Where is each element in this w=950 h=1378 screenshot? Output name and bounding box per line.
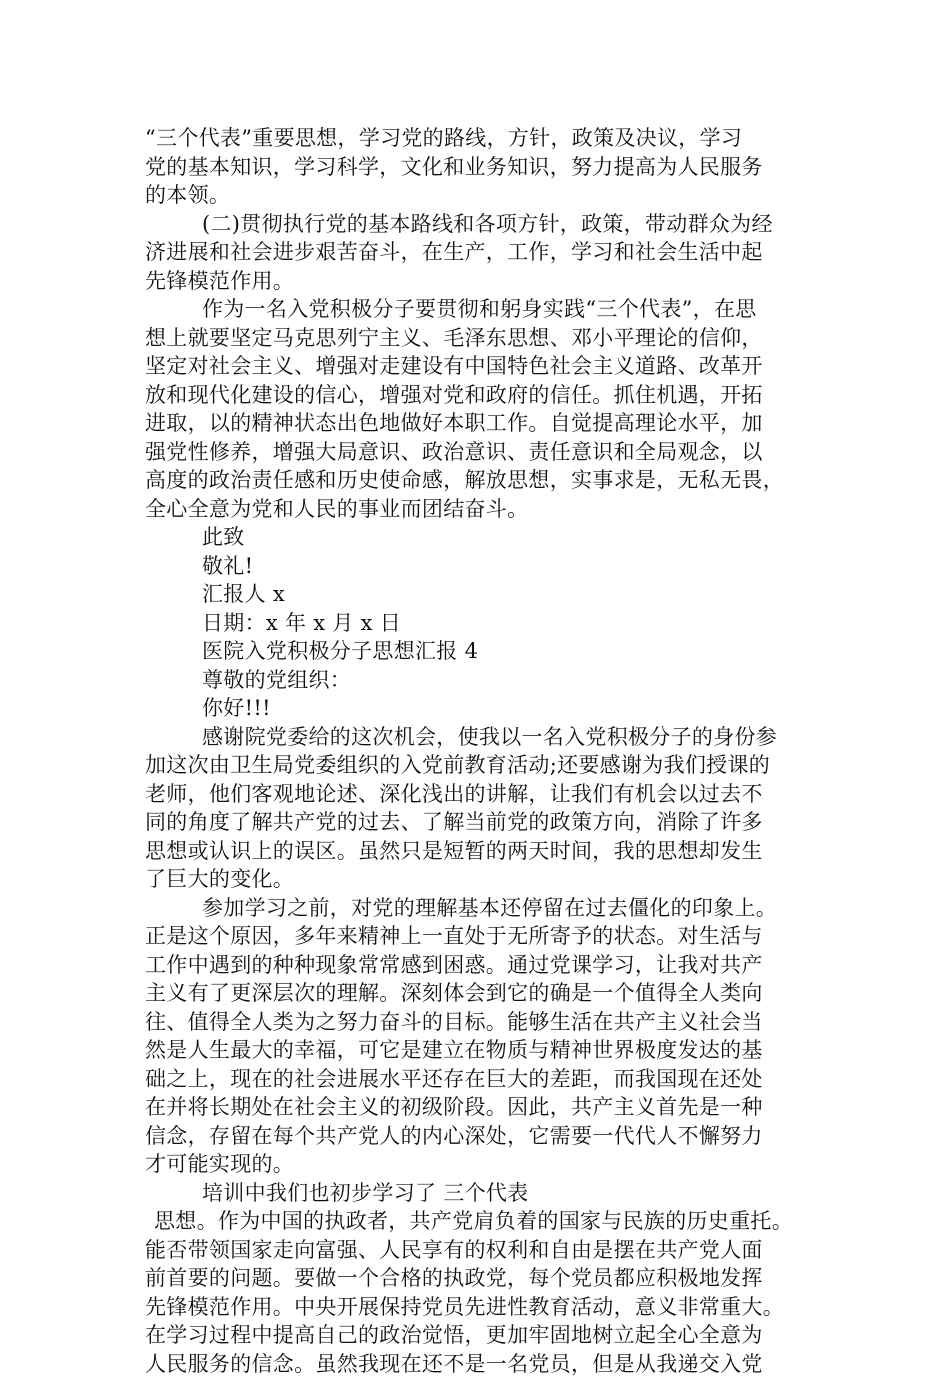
text-line: 强党性修养，增强大局意识、政治意识、责任意识和全局观念，以 — [145, 438, 825, 467]
text-line: 日期：x 年 x 月 x 日 — [145, 609, 825, 638]
text-line: 才可能实现的。 — [145, 1150, 825, 1179]
text-line: 敬礼! — [145, 552, 825, 581]
text-line: 同的角度了解共产党的过去、了解当前党的政策方向，消除了许多 — [145, 808, 825, 837]
text-line: 培训中我们也初步学习了 三个代表 — [145, 1179, 825, 1208]
text-line: 参加学习之前，对党的理解基本还停留在过去僵化的印象上。 — [145, 894, 825, 923]
text-line: 加这次由卫生局党委组织的入党前教育活动;还要感谢为我们授课的 — [145, 751, 825, 780]
text-line: 医院入党积极分子思想汇报 4 — [145, 637, 825, 666]
text-line: 往、值得全人类为之努力奋斗的目标。能够生活在共产主义社会当 — [145, 1008, 825, 1037]
text-line: 先锋模范作用。 — [145, 267, 825, 296]
text-line: 放和现代化建设的信心，增强对党和政府的信任。抓住机遇，开拓 — [145, 381, 825, 410]
text-line: 能否带领国家走向富强、人民享有的权利和自由是摆在共产党人面 — [145, 1236, 825, 1265]
text-line: 正是这个原因，多年来精神上一直处于无所寄予的状态。对生活与 — [145, 922, 825, 951]
text-line: 主义有了更深层次的理解。深刻体会到它的确是一个值得全人类向 — [145, 979, 825, 1008]
text-line: 础之上，现在的社会进展水平还存在巨大的差距，而我国现在还处 — [145, 1065, 825, 1094]
text-line: 坚定对社会主义、增强对走建设有中国特色社会主义道路、改革开 — [145, 352, 825, 381]
text-line: 信念，存留在每个共产党人的内心深处，它需要一代代人不懈努力 — [145, 1122, 825, 1151]
text-line: 济进展和社会进步艰苦奋斗，在生产，工作，学习和社会生活中起 — [145, 238, 825, 267]
text-line: 的本领。 — [145, 181, 825, 210]
text-line: “三个代表”重要思想，学习党的路线，方针，政策及决议，学习 — [145, 124, 825, 153]
text-line: 前首要的问题。要做一个合格的执政党，每个党员都应积极地发挥 — [145, 1264, 825, 1293]
text-line: 工作中遇到的种种现象常常感到困惑。通过党课学习，让我对共产 — [145, 951, 825, 980]
text-line: 此致 — [145, 523, 825, 552]
text-line: 进取，以的精神状态出色地做好本职工作。自觉提高理论水平，加 — [145, 409, 825, 438]
text-line: 全心全意为党和人民的事业而团结奋斗。 — [145, 495, 825, 524]
text-line: 在并将长期处在社会主义的初级阶段。因此，共产主义首先是一种 — [145, 1093, 825, 1122]
text-line: 老师，他们客观地论述、深化浅出的讲解，让我们有机会以过去不 — [145, 780, 825, 809]
text-line: 先锋模范作用。中央开展保持党员先进性教育活动，意义非常重大。 — [145, 1293, 825, 1322]
text-line: 在学习过程中提高自己的政治觉悟，更加牢固地树立起全心全意为 — [145, 1321, 825, 1350]
text-line: 尊敬的党组织： — [145, 666, 825, 695]
document-body-text — [145, 124, 825, 1378]
text-line: 你好!!! — [145, 694, 825, 723]
text-line: 党的基本知识，学习科学，文化和业务知识，努力提高为人民服务 — [145, 153, 825, 182]
text-line: 了巨大的变化。 — [145, 865, 825, 894]
text-line: 人民服务的信念。虽然我现在还不是一名党员，但是从我递交入党 — [145, 1350, 825, 1378]
text-line: 思想。作为中国的执政者，共产党肩负着的国家与民族的历史重托。 — [145, 1207, 825, 1236]
text-line: 作为一名入党积极分子要贯彻和躬身实践“三个代表”，在思 — [145, 295, 825, 324]
text-line: 感谢院党委给的这次机会，使我以一名入党积极分子的身份参 — [145, 723, 825, 752]
text-line: 然是人生最大的幸福，可它是建立在物质与精神世界极度发达的基 — [145, 1036, 825, 1065]
text-line: 高度的政治责任感和历史使命感，解放思想，实事求是，无私无畏， — [145, 466, 825, 495]
text-line: 汇报人 x — [145, 580, 825, 609]
text-line: (二)贯彻执行党的基本路线和各项方针，政策，带动群众为经 — [145, 210, 825, 239]
text-line: 想上就要坚定马克思列宁主义、毛泽东思想、邓小平理论的信仰， — [145, 324, 825, 353]
text-line: 思想或认识上的误区。虽然只是短暂的两天时间，我的思想却发生 — [145, 837, 825, 866]
